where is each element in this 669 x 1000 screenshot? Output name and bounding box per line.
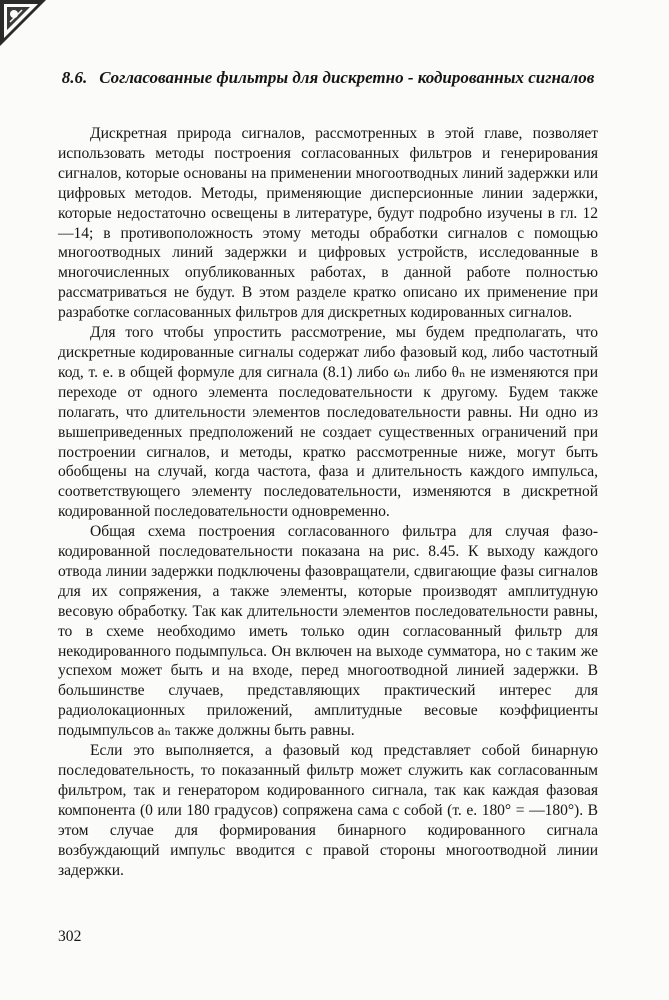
corner-ornament-icon (0, 0, 46, 46)
section-number: 8.6. (61, 68, 88, 87)
section-title: Согласованные фильтры для дискретно - кодированных сигналов (99, 68, 595, 87)
paragraph: Для того чтобы упростить рассмотрение, мы будем предполагать, что дискретные кодированные сигналы содержат либо фазовый код, либо частотный код, т. е. в общей формуле для сигнала (8.1) либо ωₙ либо θₙ не изменяются при переходе от одного элемента последовательности к другому. Будем также полагать, что длительности элементов последовательности равны. Ни одно из вышеприведенных предположений не создает существенных ограничений при построении сигналов, и методы, кратко рассмотренные ниже, могут быть обобщены на случай, когда частота, фаза и длительность каждого импульса, соответствующего элементу последовательности, изменяются в дискретной кодированной последовательности одновременно. (58, 324, 598, 521)
section-heading (58, 68, 598, 88)
body-text (58, 124, 598, 880)
page-number: 302 (58, 928, 82, 945)
page-content (58, 68, 598, 880)
paragraph: Если это выполняется, а фазовый код представляет собой бинарную последовательность, то показанный фильтр может служить как согласованным фильтром, так и генератором кодированного сигнала, так как каждая фазовая компонента (0 или 180 градусов) сопряжена сама с собой (т. е. 180° = —180°). В этом случае для формирования бинарного кодированного сигнала возбуждающий импульс вводится с правой стороны многоотводной линии задержки. (58, 742, 598, 879)
paragraph: Дискретная природа сигналов, рассмотренных в этой главе, позволяет использовать методы построения согласованных фильтров и генерирования сигналов, которые основаны на применении многоотводных линий задержки или цифровых методов. Методы, применяющие дисперсионные линии задержки, которые недостаточно освещены в литературе, будут подробно изучены в гл. 12—14; в противоположность этому методы обработки сигналов с помощью многоотводных линий задержки и цифровых устройств, исследованные в многочисленных опубликованных работах, в данной работе полностью рассматриваться не будут. В этом разделе кратко описано их применение при разработке согласованных фильтров для дискретных кодированных сигналов. (58, 125, 598, 322)
paragraph: Общая схема построения согласованного фильтра для случая фазо-кодированной последовательности показана на рис. 8.45. К выходу каждого отвода линии задержки подключены фазовращатели, сдвигающие фазы сигналов для их сопряжения, а также элементы, которые производят амплитудную весовую обработку. Так как длительности элементов последовательности равны, то в схеме необходимо иметь только один согласованный фильтр для некодированного подымпульса. Он включен на выходе сумматора, но с таким же успехом может быть и на входе, перед многоотводной линией задержки. В большинстве случаев, представляющих практический интерес для радиолокационных приложений, амплитудные весовые коэффициенты подымпульсов aₙ также должны быть равны. (58, 523, 598, 740)
